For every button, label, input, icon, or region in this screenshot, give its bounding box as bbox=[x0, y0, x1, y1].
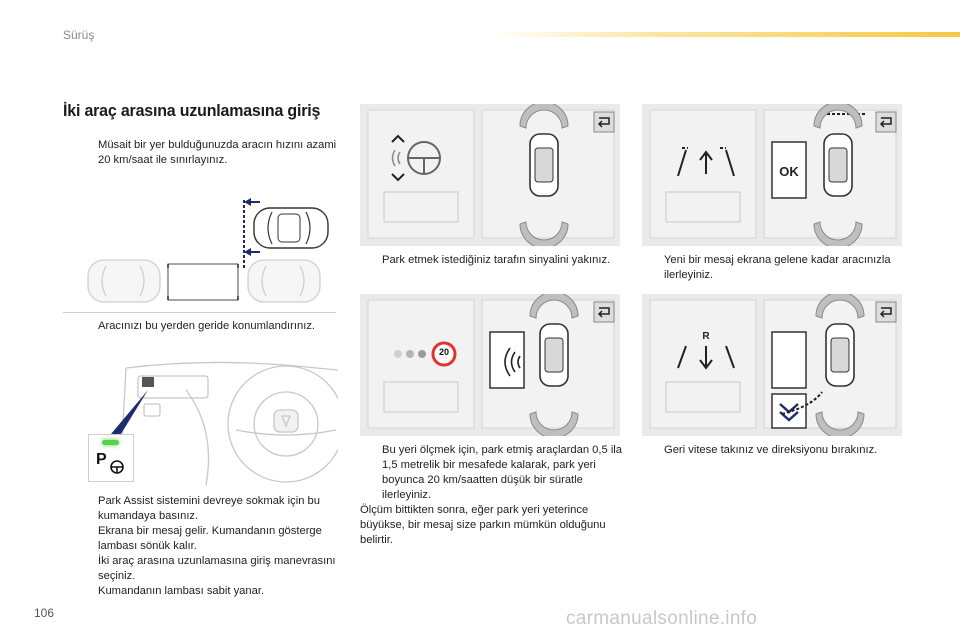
bullet-text: Aracınızı bu yerden geride konumlandırınız. bbox=[98, 320, 316, 332]
screen-panel-signal bbox=[360, 104, 620, 246]
bullet-text: Müsait bir yer bulduğunuzda aracın hızını azami 20 km/saat ile sınırlayınız. bbox=[98, 139, 337, 166]
instruction-group bbox=[76, 494, 338, 599]
bullet-marker bbox=[360, 253, 382, 268]
screen-panel-reverse bbox=[642, 294, 902, 436]
car-icon bbox=[530, 134, 558, 196]
paragraph-text: Ölçüm bittikten sonra, eğer park yeri yeterince büyükse, bir mesaj size parkın mümkün olduğunu belirtir. bbox=[360, 504, 606, 546]
car-icon bbox=[824, 134, 852, 196]
arrow-left-icon bbox=[244, 248, 260, 256]
progress-dots-icon bbox=[394, 350, 426, 358]
bullet-marker bbox=[76, 554, 98, 599]
bullet-text: Park etmek istediğiniz tarafın sinyalini yakınız. bbox=[382, 254, 611, 266]
car-icon bbox=[540, 324, 568, 386]
bullet-item bbox=[76, 554, 338, 599]
bullet-text: İki araç arasına uzunlamasına giriş manevrasını seçiniz. bbox=[98, 555, 336, 582]
bullet-item bbox=[76, 494, 338, 554]
led-indicator-icon bbox=[102, 440, 119, 445]
bullet-item bbox=[642, 253, 904, 283]
watermark: carmanualsonline.info bbox=[566, 608, 758, 629]
bullet-text: Geri vitese takınız ve direksiyonu bırakınız. bbox=[664, 444, 878, 456]
screen-panel-measure bbox=[360, 294, 620, 436]
bullet-text: Bu yeri ölçmek için, park etmiş araçlardan 0,5 ila 1,5 metrelik bir mesafede kalarak, park yeri boyunca 20 km/saatten düşük bir süratle ilerleyiniz. bbox=[382, 444, 623, 501]
speed-limit-label: 20 bbox=[438, 347, 449, 357]
page-number: 106 bbox=[34, 606, 55, 620]
bullet-marker bbox=[76, 494, 98, 554]
bullet-marker bbox=[642, 253, 664, 283]
bullet-item bbox=[76, 319, 338, 334]
park-label: P bbox=[96, 451, 107, 468]
bullet-text: Park Assist sistemini devreye sokmak için bu kumandaya basınız. bbox=[98, 495, 320, 522]
ok-label: OK bbox=[779, 164, 799, 179]
bullet-text: Kumandanın lambası sabit yanar. bbox=[98, 585, 265, 597]
instruction-group bbox=[360, 443, 622, 548]
bullet-item bbox=[642, 443, 904, 458]
bullet-marker bbox=[76, 138, 98, 168]
arrow-left-icon bbox=[244, 198, 260, 206]
bullet-marker bbox=[360, 443, 382, 503]
divider bbox=[63, 312, 336, 313]
park-assist-button bbox=[88, 434, 134, 482]
reverse-label: R bbox=[702, 331, 710, 342]
bullet-item bbox=[360, 443, 622, 503]
section-label: Sürüş bbox=[63, 28, 95, 42]
bullet-marker bbox=[76, 319, 98, 334]
car-icon bbox=[826, 324, 854, 386]
header-accent-bar bbox=[490, 32, 960, 37]
steering-wheel-icon bbox=[109, 459, 125, 475]
bullet-marker bbox=[642, 443, 664, 458]
car-icon bbox=[254, 208, 328, 248]
bullet-item bbox=[360, 253, 620, 268]
parking-space-illustration bbox=[68, 190, 338, 308]
screen-panel-ok bbox=[642, 104, 902, 246]
bullet-text: Ekrana bir mesaj gelir. Kumandanın gösterge lambası sönük kalır. bbox=[98, 525, 322, 552]
bullet-item bbox=[76, 138, 338, 168]
page-title: İki araç arasına uzunlamasına giriş bbox=[63, 101, 321, 120]
bullet-text: Yeni bir mesaj ekrana gelene kadar aracınızla ilerleyiniz. bbox=[664, 254, 891, 281]
